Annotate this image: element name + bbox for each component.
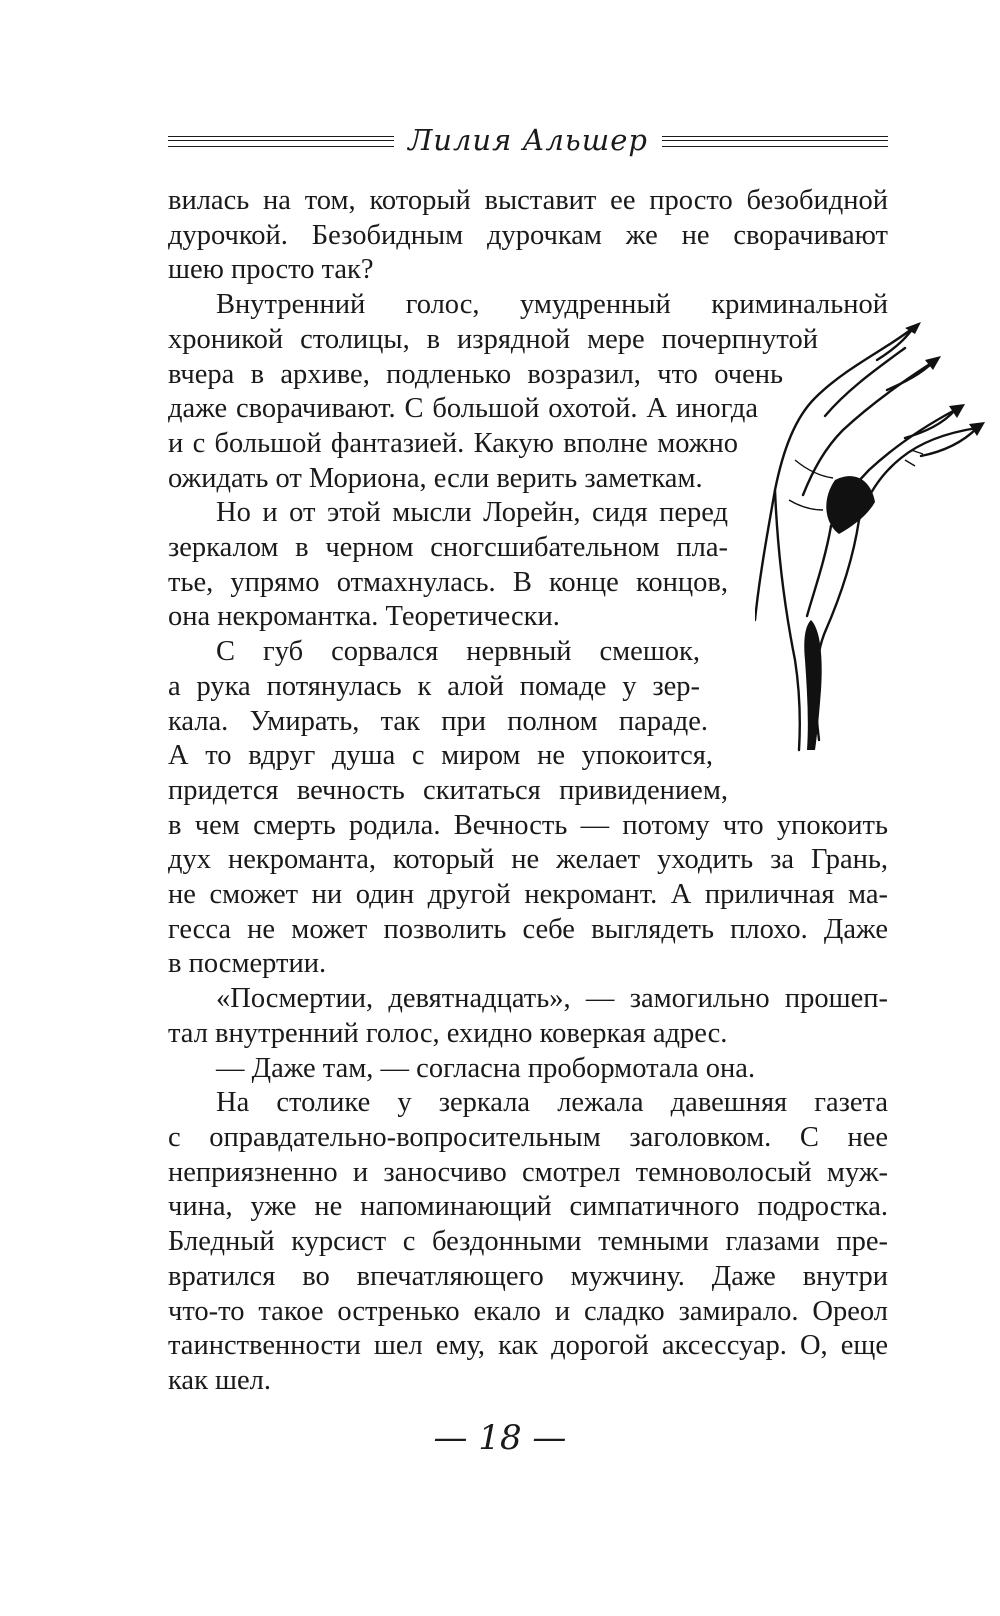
text-line: ожидать от Мориона, если верить заметкам. <box>168 462 703 494</box>
text-line: придется вечность скитаться привидением, <box>168 774 728 806</box>
text-line: как шел. <box>168 1364 271 1396</box>
text-line: что-то такое остренько екало и сладко замирало. Ореол <box>168 1295 888 1327</box>
text-line: Но и от этой мысли Лорейн, сидя перед <box>216 497 728 529</box>
text-line: шею просто так? <box>168 254 374 286</box>
text-line: дух некроманта, который не желает уходить за Грань, <box>168 844 888 876</box>
text-line: На столике у зеркала лежала давешняя газета <box>216 1087 888 1119</box>
text-line: вчера в архиве, подленько возразил, что очень <box>168 358 783 390</box>
text-line: она некромантка. Теоретически. <box>168 601 560 633</box>
text-line: зеркалом в черном сногсшибательном пла- <box>168 532 728 564</box>
text-line: в посмертии. <box>168 948 327 980</box>
text-line: — Даже там, — согласна пробормотала она. <box>216 1052 756 1084</box>
text-line: кала. Умирать, так при полном параде. <box>168 705 708 737</box>
running-header-author: Лилия Альшер <box>408 123 648 157</box>
text-line: не сможет ни один другой некромант. А приличная ма- <box>168 879 888 911</box>
paragraph <box>168 496 728 635</box>
paragraph <box>168 184 888 288</box>
text-line: вилась на том, который выставит ее просто безобидной <box>168 185 888 216</box>
text-line: а рука потянулась к алой помаде у зер- <box>168 670 700 702</box>
page-number: — 18 — <box>433 1418 567 1458</box>
text-line: с оправдательно-вопросительным заголовком. С нее <box>168 1121 888 1153</box>
text-line: «Посмертии, девятнадцать», — замогильно прошеп- <box>216 983 888 1015</box>
hand-sketch-icon <box>755 320 985 760</box>
text-line: неприязненно и заносчиво смотрел темноволосый муж- <box>168 1156 888 1188</box>
text-line: хроникой столицы, в изрядной мере почерпнутой <box>168 323 818 355</box>
text-line: даже сворачивают. С большой охотой. А иногда <box>168 393 758 425</box>
paragraph <box>168 1052 888 1087</box>
header-rule-right <box>662 136 888 147</box>
header-rule-left <box>168 136 394 147</box>
text-line: тал внутренний голос, ехидно коверкая адрес. <box>168 1017 728 1049</box>
running-header <box>168 118 888 162</box>
text-line: гесса не может позволить себе выглядеть плохо. Даже <box>168 913 888 945</box>
text-line: дурочкой. Безобидным дурочкам же не сворачивают <box>168 219 888 251</box>
paragraph <box>168 982 888 1051</box>
text-line: таинственности шел ему, как дорогой аксессуар. О, еще <box>168 1330 888 1362</box>
text-line: Бледный курсист с бездонными темными глазами пре- <box>168 1226 888 1258</box>
text-line: чина, уже не напоминающий симпатичного подростка. <box>168 1191 888 1223</box>
text-line: тье, упрямо отмахнулась. В конце концов, <box>168 566 728 598</box>
text-line: Внутренний голос, умудренный криминальной <box>216 289 888 321</box>
text-line: в чем смерть родила. Вечность — потому что упокоить <box>168 809 888 841</box>
text-line: вратился во впечатляющего мужчину. Даже внутри <box>168 1260 888 1292</box>
text-line: С губ сорвался нервный смешок, <box>216 636 700 668</box>
text-line: А то вдруг душа с миром не упокоится, <box>168 740 713 772</box>
text-line: и с большой фантазией. Какую вполне можно <box>168 427 738 459</box>
paragraph <box>168 1086 888 1398</box>
